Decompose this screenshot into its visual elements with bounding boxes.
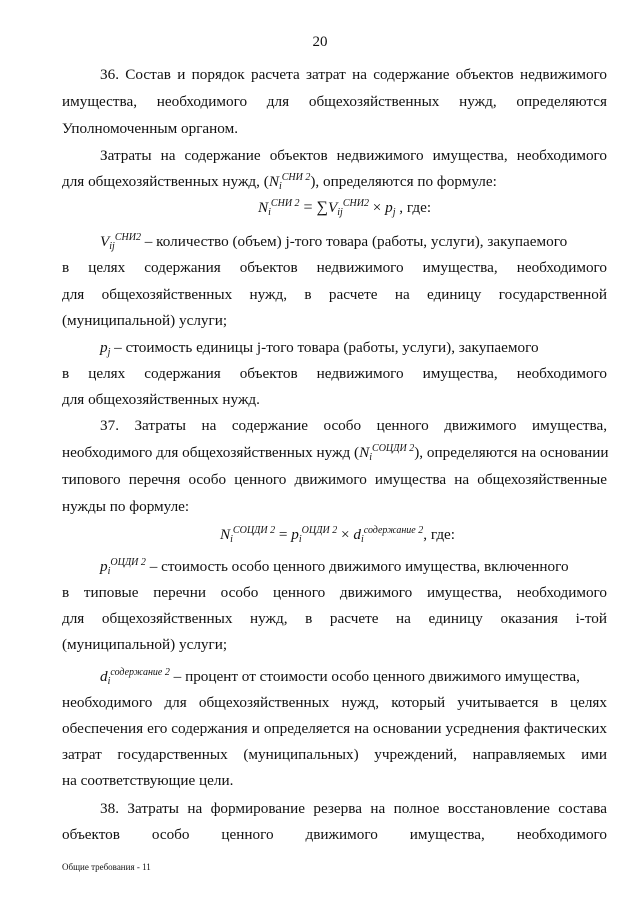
formula-1: $N_i^{СНИ 2} = \sum V_{ij}^{СНИ2} \times p_j$ , где:	[258, 198, 432, 218]
formula-2: $N_i^{СОЦДИ 2} = p_i^{ОЦДИ 2} \times d_i^{содержание 2}$, где:	[220, 525, 456, 545]
p38-line-1: 38. Затраты на формирование резерва на полное восстановление состава	[100, 800, 607, 817]
def-p2-line-2: в типовые перечни особо ценного движимого имущества, необходимого	[62, 584, 607, 601]
costs-line-2a: для общехозяйственных нужд, (	[62, 173, 269, 190]
p36-line-2: имущества, необходимого для общехозяйственных нужд, определяются	[62, 93, 607, 110]
def-p-line-2: в целях содержания объектов недвижимого имущества, необходимого	[62, 365, 607, 382]
def-p-line-1: $p_j$ – стоимость единицы j-того товара (работы, услуги), закупаемого	[100, 339, 539, 358]
costs-line-2b: ), определяются по формуле:	[310, 173, 497, 190]
def-v-line-2: в целях содержания объектов недвижимого имущества, необходимого	[62, 259, 607, 276]
def-d-line-3: обеспечения его содержания и определяется на основании усреднения фактических	[62, 720, 607, 737]
def-p2-line-4: (муниципальной) услуги;	[62, 636, 228, 653]
def-v-line-3: для общехозяйственных нужд, в расчете на единицу государственной	[62, 286, 607, 303]
def-d-line-4: затрат государственных (муниципальных) учреждений, направляемых ими	[62, 746, 607, 763]
costs-line-2	[62, 173, 607, 191]
def-v-line-1: $V_{ij}^{СНИ2}$ – количество (объем) j-того товара (работы, услуги), закупаемого	[100, 232, 568, 252]
def-p2-line-3: для общехозяйственных нужд, в расчете на единицу оказания i-той	[62, 610, 607, 627]
inline-symbol-N2: $N_i^{СОЦДИ 2}$	[359, 443, 415, 463]
symbol-p2: $p_i^{ОЦДИ 2}$	[100, 557, 146, 577]
p37-line-3: типового перечня особо ценного движимого имущества на общехозяйственные	[62, 471, 607, 488]
costs-line-1: Затраты на содержание объектов недвижимого имущества, необходимого	[100, 147, 607, 164]
page-footer: Общие требования - 11	[62, 862, 151, 872]
def-p-line-3: для общехозяйственных нужд.	[62, 391, 260, 408]
def-v-line-4: (муниципальной) услуги;	[62, 312, 228, 329]
inline-symbol-N: $N_i^{СНИ 2}$	[268, 172, 311, 192]
symbol-p: $p_j$	[100, 339, 111, 358]
p37-line-4: нужды по формуле:	[62, 498, 190, 515]
symbol-V: $V_{ij}^{СНИ2}$	[100, 232, 141, 252]
def-d-line-5: на соответствующие цели.	[62, 772, 234, 789]
p38-line-2: объектов особо ценного движимого имущества, необходимого	[62, 826, 607, 843]
p36-line-3: Уполномоченным органом.	[62, 120, 239, 137]
symbol-d: $d_i^{содержание 2}$	[100, 667, 170, 687]
def-d-line-1: $d_i^{содержание 2}$ – процент от стоимости особо ценного движимого имущества,	[100, 667, 580, 687]
p36-line-1: 36. Состав и порядок расчета затрат на содержание объектов недвижимого	[100, 66, 607, 83]
page-number: 20	[312, 34, 328, 50]
p37-line-1: 37. Затраты на содержание особо ценного движимого имущества,	[100, 417, 607, 434]
def-d-line-2: необходимого для общехозяйственных нужд, который учитывается в целях	[62, 694, 607, 711]
p37-line-2: необходимого для общехозяйственных нужд $(N_i^{СОЦДИ 2})$, определяются на основании	[62, 443, 609, 463]
def-p2-line-1: $p_i^{ОЦДИ 2}$ – стоимость особо ценного движимого имущества, включенного	[100, 557, 569, 577]
